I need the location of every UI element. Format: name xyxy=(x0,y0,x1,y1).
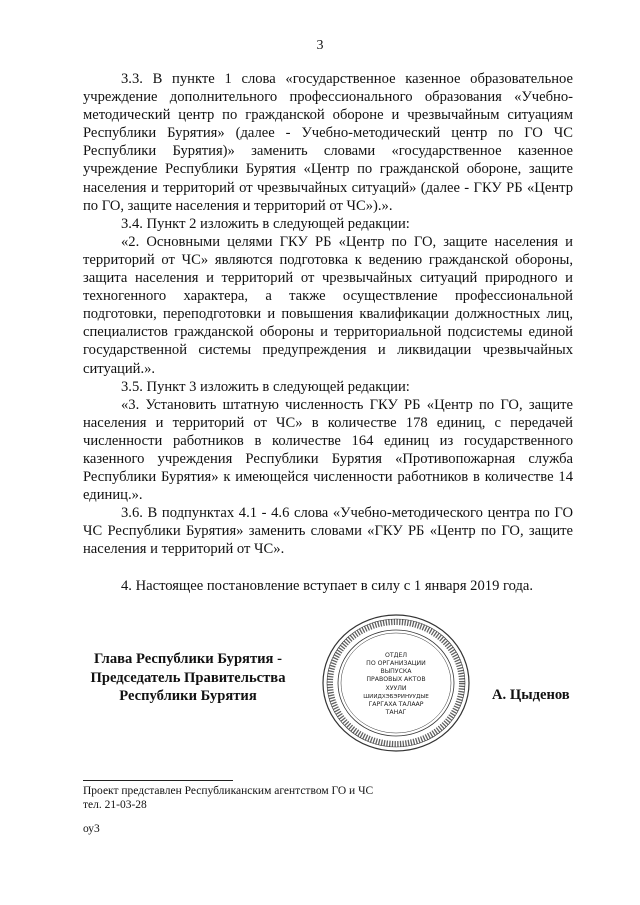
seal-text-line: ШИИДХЭБЭРИНУУДЫЕ xyxy=(363,694,429,700)
paragraph-3-6: 3.6. В подпунктах 4.1 - 4.6 слова «Учебно-методического центра по ГО ЧС Республики Бурятия» заменить словами «ГКУ РБ «Центр по ГО, защите населения и территорий от ЧС». xyxy=(83,505,573,558)
signature-title-line: Председатель Правительства xyxy=(90,669,286,686)
page-number: 3 xyxy=(316,38,324,53)
document-body xyxy=(83,70,573,595)
seal-text-line: ТАНАГ xyxy=(385,709,407,716)
document-code: оу3 xyxy=(83,823,100,835)
paragraph-3-3: 3.3. В пункте 1 слова «государственное казенное образовательное учреждение дополнительного профессионального образования «Учебно-методический центр по гражданской обороне и чрезвычайным ситуациям Республики Бурятия» (далее - Учебно-методический центр по ГО ЧС Республики Бурятия)» заменить словами «государственное казенное учреждение Республики Бурятия «Центр по гражданской обороне, защите населения и территорий от чрезвычайных ситуаций» (далее - ГКУ РБ «Центр по ГО, защите населения и территорий от ЧС»).». xyxy=(83,71,573,214)
footnote-project-line: Проект представлен Республиканским агентством ГО и ЧС xyxy=(83,785,374,797)
seal-text-line: ГАРГАХА ТАЛААР xyxy=(368,701,424,708)
signatory-name: А. Цыденов xyxy=(492,687,570,703)
seal-text-line: ВЫПУСКА xyxy=(380,668,412,675)
seal-text-line: ПРАВОВЫХ АКТОВ xyxy=(366,676,426,683)
seal-text-line: ПО ОРГАНИЗАЦИИ xyxy=(366,660,426,667)
paragraph-3-5: 3.5. Пункт 3 изложить в следующей редакции: xyxy=(121,378,410,395)
footnote-divider xyxy=(83,780,233,781)
footnote-phone-line: тел. 21-03-28 xyxy=(83,799,147,811)
signature-title-line: Глава Республики Бурятия - xyxy=(94,651,282,667)
paragraph-point-2-text: «2. Основными целями ГКУ РБ «Центр по ГО, защите населения и территорий от ЧС» являются подготовка к ведению гражданской обороны, защита населения и территорий от чрезвычайных ситуаций природного и техногенного характера, а также осуществление профессиональной подготовки, переподготовки и повышения квалификации должностных лиц, специалистов гражданской обороны и территориальной подсистемы единой государственной системы предупреждения и ликвидации чрезвычайных ситуаций.». xyxy=(83,233,573,377)
footnote xyxy=(83,784,373,812)
paragraph-3-4: 3.4. Пункт 2 изложить в следующей редакции: xyxy=(121,215,410,232)
paragraph-4: 4. Настоящее постановление вступает в силу с 1 января 2019 года. xyxy=(121,577,534,594)
official-seal xyxy=(320,612,472,754)
seal-text-line: ХУУЛИ xyxy=(385,685,407,692)
paragraph-point-3-text: «3. Установить штатную численность ГКУ РБ «Центр по ГО, защите населения и территорий от ЧС» в количестве 178 единиц, с передачей численности работников в количестве 164 единиц из государственного казенного учреждения Республики Бурятия «Противопожарная служба Республики Бурятия» к имеющейся численности работников в количестве 14 единиц.». xyxy=(83,396,573,504)
seal-graphic xyxy=(320,612,472,754)
signature-title xyxy=(83,650,293,706)
seal-text-line: ОТДЕЛ xyxy=(384,652,408,659)
signature-title-line: Республики Бурятия xyxy=(119,688,257,704)
